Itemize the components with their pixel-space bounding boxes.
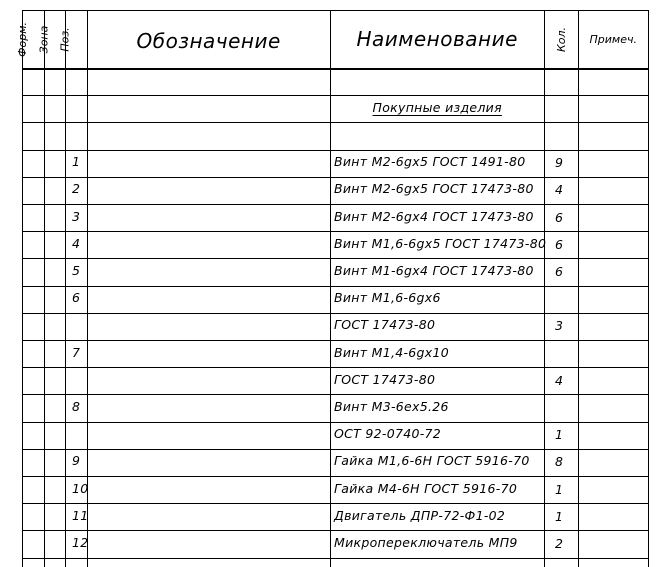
row-quantity: 1 [555, 427, 564, 443]
row-name: Винт М1,6-6gx5 ГОСТ 17473-80 [334, 235, 547, 251]
row-quantity: 6 [555, 209, 564, 225]
row-name: Винт М2-6gx4 ГОСТ 17473-80 [334, 208, 534, 224]
row-quantity: 6 [555, 236, 564, 252]
section-title: Покупные изделия [372, 100, 502, 116]
column-divider [44, 10, 45, 567]
row-divider [22, 367, 649, 368]
row-divider [22, 313, 649, 314]
column-divider [330, 10, 331, 567]
header-format: Форм. [15, 21, 29, 57]
row-divider [22, 258, 649, 259]
row-quantity: 9 [555, 155, 564, 171]
row-quantity: 1 [555, 481, 564, 497]
row-position: 3 [72, 208, 81, 224]
row-divider [22, 503, 649, 504]
row-name: Винт М1,4-6gx10 [334, 344, 449, 360]
row-position: 12 [72, 535, 89, 550]
row-name: Винт М2-6gx5 ГОСТ 1491-80 [334, 154, 526, 170]
row-divider [22, 449, 649, 450]
header-designation: Обозначение [136, 29, 281, 53]
row-name: Гайка М4-6Н ГОСТ 5916-70 [334, 480, 518, 496]
row-divider [22, 530, 649, 531]
row-divider [22, 422, 649, 423]
row-position: 1 [72, 154, 81, 170]
row-quantity: 1 [555, 508, 564, 524]
row-name: Винт М1-6gx4 ГОСТ 17473-80 [334, 263, 534, 278]
row-divider [22, 95, 649, 96]
row-name: Двигатель ДПР-72-Ф1-02 [334, 507, 506, 523]
row-divider [22, 177, 649, 178]
row-name: ОСТ 92-0740-72 [334, 426, 442, 442]
row-divider [22, 231, 649, 232]
header-name: Наименование [356, 27, 518, 51]
row-quantity: 6 [555, 264, 564, 279]
row-divider [22, 10, 649, 11]
row-position: 8 [72, 399, 81, 414]
row-position: 11 [72, 507, 89, 523]
row-divider [22, 286, 649, 287]
row-name: Гайка М1,6-6Н ГОСТ 5916-70 [334, 453, 530, 469]
row-divider [22, 68, 649, 70]
column-divider [648, 10, 649, 567]
column-divider [65, 10, 66, 567]
row-name: Винт М3-6ex5.26 [334, 399, 449, 414]
header-note: Примеч. [589, 32, 637, 46]
row-position: 4 [72, 235, 81, 251]
row-position: 7 [72, 344, 81, 360]
row-divider [22, 476, 649, 477]
row-name: ГОСТ 17473-80 [334, 371, 436, 387]
row-quantity: 8 [555, 454, 564, 470]
column-divider [578, 10, 579, 567]
row-name: Микропереключатель МП9 [334, 535, 518, 550]
row-divider [22, 204, 649, 205]
row-position: 10 [72, 480, 89, 496]
row-quantity: 4 [555, 372, 564, 388]
row-position: 6 [72, 290, 81, 306]
row-divider [22, 394, 649, 395]
header-quantity: Кол. [554, 26, 568, 52]
row-name: Винт М2-6gx5 ГОСТ 17473-80 [334, 181, 534, 197]
row-divider [22, 150, 649, 151]
row-position: 2 [72, 181, 81, 197]
row-name: ГОСТ 17473-80 [334, 317, 436, 333]
row-name: Винт М1,6-6gx6 [334, 290, 441, 306]
row-quantity: 3 [555, 318, 564, 334]
row-position: 5 [72, 263, 81, 278]
row-position: 9 [72, 453, 81, 469]
header-zone: Зона [36, 25, 50, 53]
row-divider [22, 340, 649, 341]
row-quantity: 2 [555, 536, 564, 551]
row-quantity: 4 [555, 182, 564, 198]
column-divider [22, 10, 23, 567]
header-position: Поз. [58, 26, 72, 52]
column-divider [544, 10, 545, 567]
row-divider [22, 122, 649, 123]
row-divider [22, 558, 649, 559]
